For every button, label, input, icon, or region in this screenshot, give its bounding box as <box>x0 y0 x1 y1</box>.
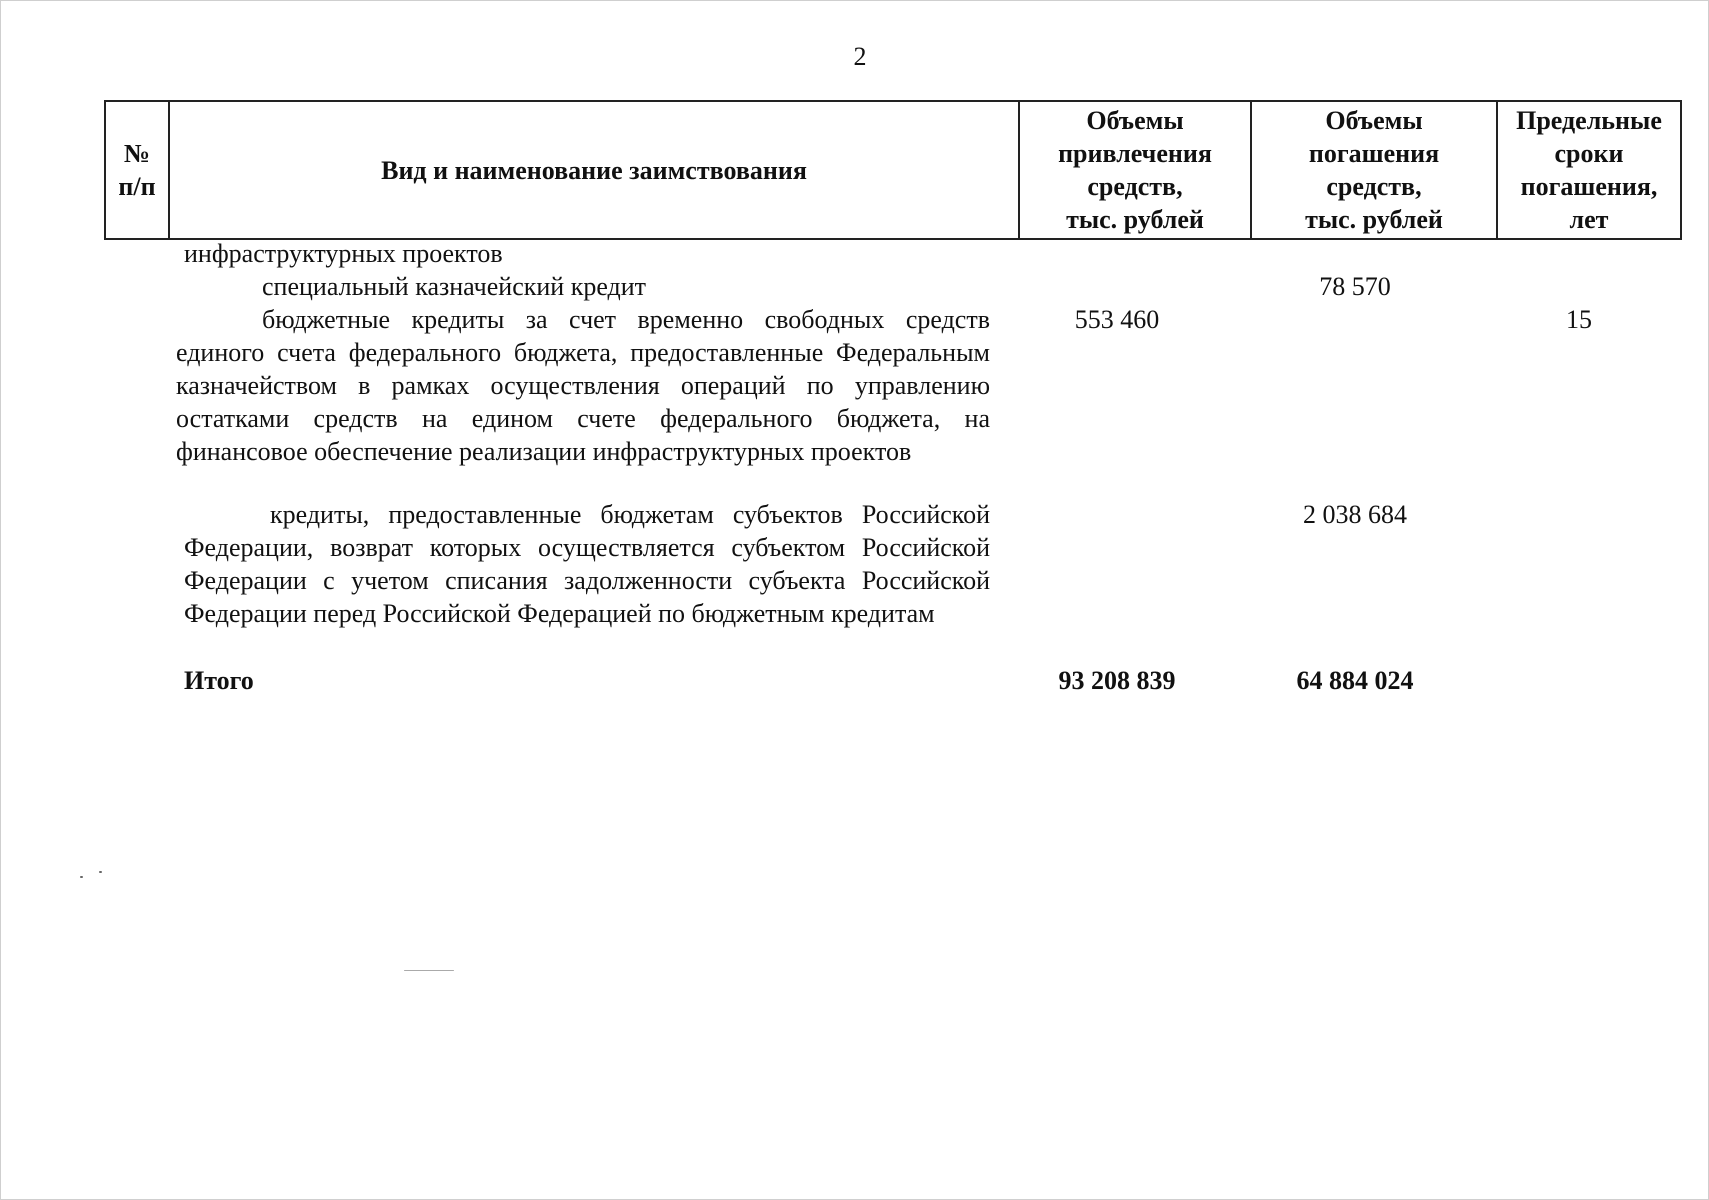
row-repayment-value: 2 038 684 <box>1303 500 1407 529</box>
header-repayment-term: Предельные сроки погашения, лет <box>1497 101 1681 239</box>
row-description: специальный казначейский кредит <box>262 272 647 301</box>
header-number: № п/п <box>105 101 169 239</box>
header-attraction-volume: Объемы привлечения средств, тыс. рублей <box>1019 101 1251 239</box>
row-repayment-value: 78 570 <box>1319 272 1391 301</box>
scan-speck <box>404 970 454 971</box>
row-description: инфраструктурных проектов <box>184 239 503 268</box>
header-repayment-volume: Объемы погашения средств, тыс. рублей <box>1251 101 1497 239</box>
row-description: кредиты, предоставленные бюджетам субъектов Российской Федерации, возврат которых осуществляется субъектом Российской Федерации с учетом списания задолженности субъекта Российской Федерации перед Российской Федерацией по бюджетным кредитам <box>184 500 990 628</box>
borrowings-table-header <box>104 100 1682 240</box>
row-attraction-value: 553 460 <box>1074 305 1160 334</box>
header-borrowing-name: Вид и наименование заимствования <box>169 101 1019 239</box>
row-description: бюджетные кредиты за счет временно свободных средств единого счета федерального бюджета, предоставленные Федеральным казначейством в рамках осуществления операций по управлению остатками средств на едином счете федерального бюджета, на финансовое обеспечение реализации инфраструктурных проектов <box>176 305 990 466</box>
scan-speck <box>99 871 102 873</box>
total-label: Итого <box>184 666 254 695</box>
total-repayment-value: 64 884 024 <box>1296 666 1414 695</box>
row-term-value: 15 <box>1566 305 1592 334</box>
scan-speck <box>80 876 83 878</box>
page-number: 2 <box>853 42 867 71</box>
total-attraction-value: 93 208 839 <box>1058 666 1176 695</box>
